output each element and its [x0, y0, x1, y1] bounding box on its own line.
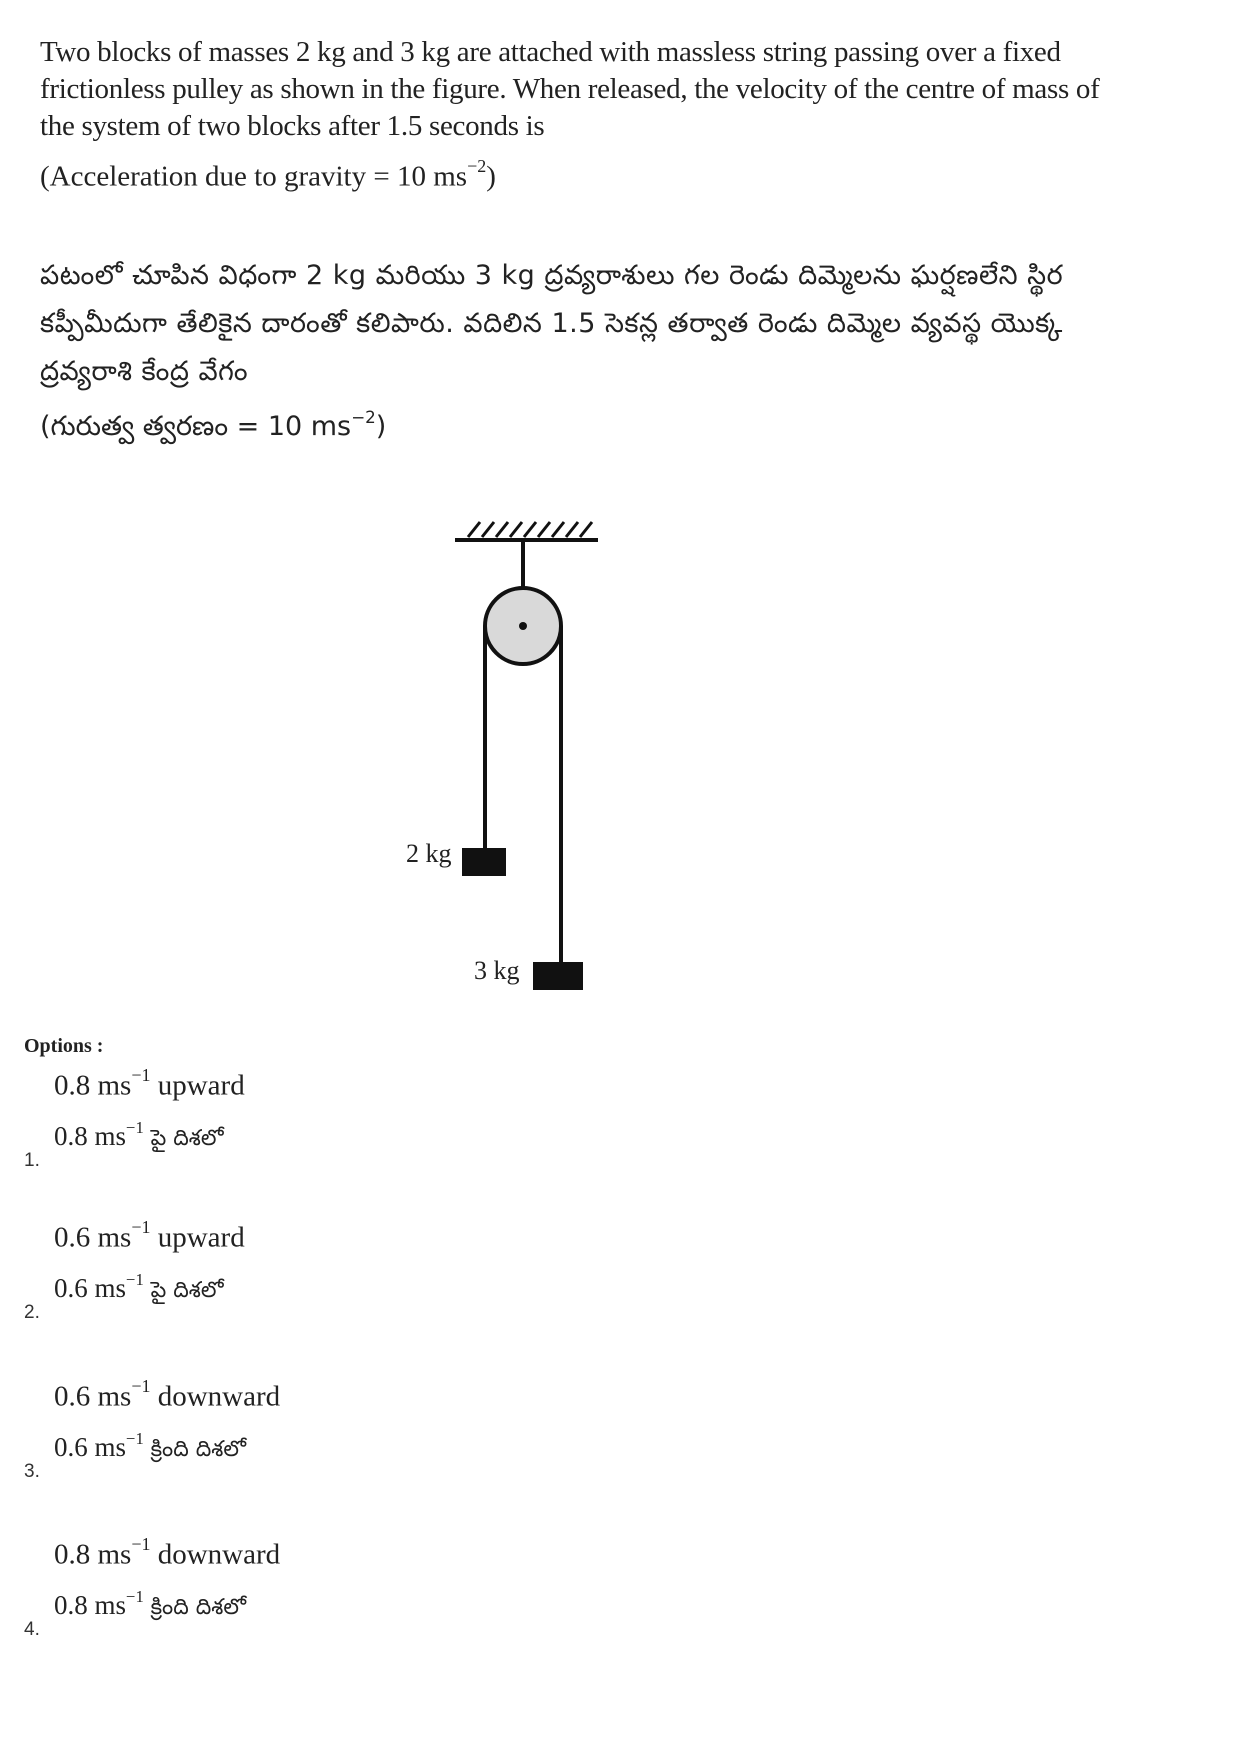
block-2kg-label: 2 kg [406, 839, 452, 868]
question-text-english [40, 34, 1160, 145]
question-line: కప్పీమీదుగా తేలికైన దారంతో కలిపారు. వదిలిన 1.5 సెకన్ల తర్వాత రెండు దిమ్మెల వ్యవస్థ యొక్క [40, 308, 1063, 339]
gravity-note-english: (Acceleration due to gravity = 10 $ms^{-2}$) [40, 156, 496, 193]
gravity-note-telugu: (గురుత్వ త్వరణం = 10 $ms^{-2}$) [40, 406, 387, 442]
option-number: 1. [24, 1150, 40, 1171]
block-3kg-label: 3 kg [474, 956, 520, 985]
question-line: Two blocks of masses 2 kg and 3 kg are attached with massless string passing over a fixed [40, 36, 1061, 68]
option-text-telugu: 0.8 $ms^{-1}$ క్రింది దిశలో [54, 1586, 247, 1620]
option-number: 3. [24, 1461, 40, 1482]
question-line: ద్రవ్యరాశి కేంద్ర వేగం [40, 356, 249, 387]
pulley-wheel [485, 588, 561, 664]
option-text-telugu: 0.8 $ms^{-1}$ పై దిశలో [54, 1117, 224, 1151]
option-text-telugu: 0.6 $ms^{-1}$ పై దిశలో [54, 1269, 224, 1303]
option-text-english: 0.6 $ms^{-1}$ downward [54, 1376, 281, 1413]
pulley-axle [519, 622, 527, 630]
option-number: 4. [24, 1619, 40, 1640]
option-text-english: 0.8 $ms^{-1}$ upward [54, 1065, 245, 1102]
option-text-english: 0.8 $ms^{-1}$ downward [54, 1534, 281, 1571]
question-line: పటంలో చూపిన విధంగా 2 kg మరియు 3 kg ద్రవ్యరాశులు గల రెండు దిమ్మెలను ఘర్షణలేని స్థిర [40, 260, 1064, 291]
question-text-telugu [40, 252, 1160, 396]
block-2kg [462, 848, 506, 876]
option-number: 2. [24, 1302, 40, 1323]
options-heading: Options : [24, 1035, 104, 1057]
question-line: frictionless pulley as shown in the figure. When released, the velocity of the centre of mass of [40, 73, 1100, 105]
option-text-telugu: 0.6 $ms^{-1}$ క్రింది దిశలో [54, 1428, 247, 1462]
option-text-english: 0.6 $ms^{-1}$ upward [54, 1217, 245, 1254]
ceiling-support [455, 522, 598, 540]
block-3kg [533, 962, 583, 990]
question-line: the system of two blocks after 1.5 seconds is [40, 110, 545, 142]
